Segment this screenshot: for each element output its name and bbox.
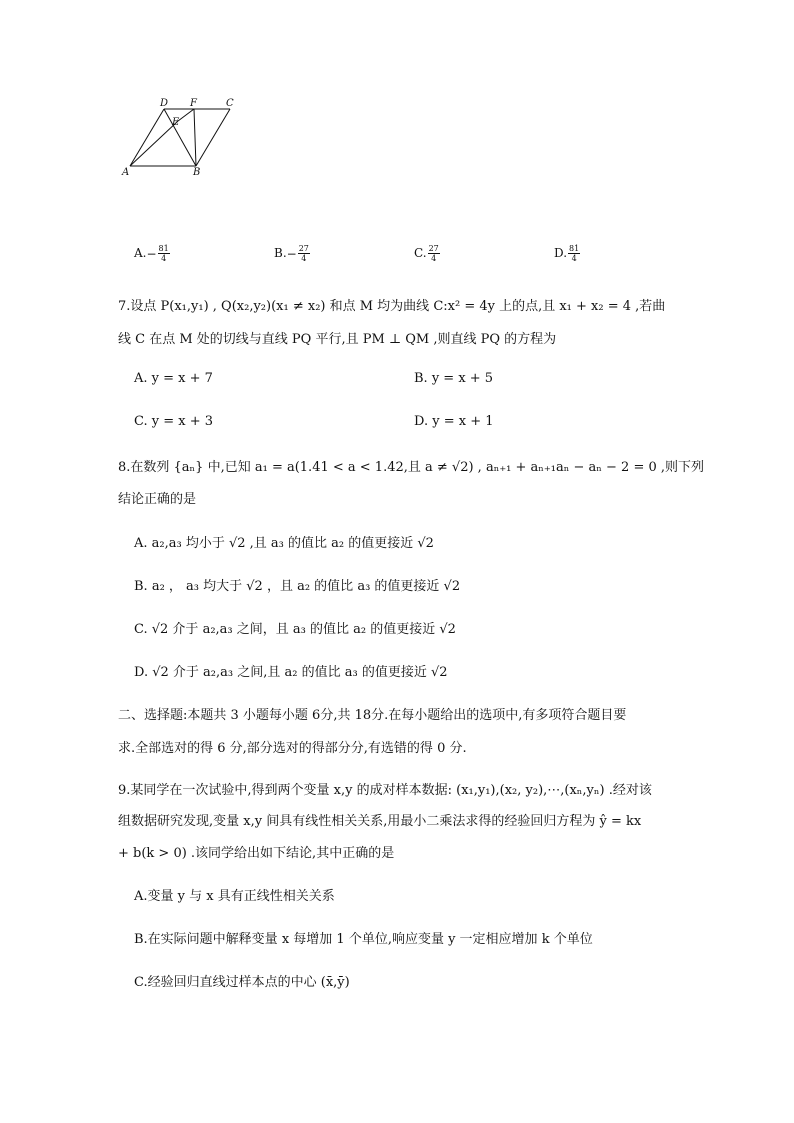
- q9-option-b[interactable]: B.在实际问题中解释变量 x 每增加 1 个单位,响应变量 y 一定相应增加 k 个单位: [134, 932, 593, 947]
- q6-option-a[interactable]: A.− $\frac{81}{4}$: [134, 244, 169, 263]
- label-a: A: [122, 167, 130, 178]
- q7-option-a[interactable]: A. y = x + 7: [134, 371, 213, 386]
- segment-fb: [194, 109, 196, 166]
- section-2-heading-line-1: 二、选择题:本题共 3 小题每小题 6分,共 18分.在每小题给出的选项中,有多项符合题目要: [118, 708, 627, 723]
- q7-option-d[interactable]: D. y = x + 1: [414, 414, 494, 429]
- q6-option-b[interactable]: B.− $\frac{27}{4}$: [274, 244, 309, 263]
- q8-stem-line-2: 结论正确的是: [118, 492, 197, 507]
- q8-option-d[interactable]: D. √2 介于 a₂,a₃ 之间,且 a₂ 的值比 a₃ 的值更接近 √2: [134, 665, 448, 680]
- parallelogram-figure: [118, 96, 248, 185]
- q6-option-c[interactable]: C. $\frac{27}{4}$: [414, 244, 439, 263]
- q7-option-b[interactable]: B. y = x + 5: [414, 371, 494, 386]
- label-c: C: [226, 98, 234, 109]
- q9-stem-line-2: 组数据研究发现,变量 x,y 间具有线性相关关系,用最小二乘法求得的经验回归方程为 ŷ = kx: [118, 814, 642, 829]
- label-f: F: [190, 98, 197, 109]
- q8-option-b[interactable]: B. a₂ ， a₃ 均大于 √2 ，且 a₂ 的值比 a₃ 的值更接近 √2: [134, 579, 461, 594]
- section-2-heading-line-2: 求.全部选对的得 6 分,部分选对的得部分分,有选错的得 0 分.: [118, 741, 467, 756]
- q7-stem-line-2: 线 C 在点 M 处的切线与直线 PQ 平行,且 PM ⊥ QM ,则直线 PQ 的方程为: [118, 332, 557, 347]
- parallelogram-diagram: [118, 96, 248, 181]
- fraction: $\frac{81}{4}$: [569, 244, 580, 263]
- edge-da: [130, 109, 164, 166]
- q9-stem-line-1: 9.某同学在一次试验中,得到两个变量 x,y 的成对样本数据: (x₁,y₁),(x₂, y₂),⋯,(xₙ,yₙ) .经对该: [118, 783, 652, 798]
- segment-db: [164, 109, 196, 166]
- q9-option-c[interactable]: C.经验回归直线过样本点的中心 (x̄,ȳ): [134, 975, 350, 990]
- fraction: $\frac{27}{4}$: [298, 244, 309, 263]
- label-b: B: [193, 167, 201, 178]
- q9-option-a[interactable]: A.变量 y 与 x 具有正线性相关关系: [134, 889, 335, 904]
- label-e: E: [172, 117, 180, 128]
- q9-stem-line-3: + b(k > 0) .该同学给出如下结论,其中正确的是: [118, 846, 395, 861]
- segment-ae: [130, 121, 178, 166]
- fraction: $\frac{27}{4}$: [428, 244, 439, 263]
- label-d: D: [160, 98, 169, 109]
- q6-option-d[interactable]: D. $\frac{81}{4}$: [554, 244, 580, 263]
- edge-bc: [196, 109, 230, 166]
- q8-stem-line-1: 8.在数列 {aₙ} 中,已知 a₁ = a(1.41 < a < 1.42,且 a ≠ √2) , aₙ₊₁ + aₙ₊₁aₙ − aₙ − 2 = 0 ,则下列: [118, 460, 705, 475]
- q8-option-a[interactable]: A. a₂,a₃ 均小于 √2 ,且 a₃ 的值比 a₂ 的值更接近 √2: [134, 536, 434, 551]
- segment-ef: [178, 109, 194, 121]
- fraction: $\frac{81}{4}$: [158, 244, 169, 263]
- q7-stem-line-1: 7.设点 P(x₁,y₁) , Q(x₂,y₂)(x₁ ≠ x₂) 和点 M 均为曲线 C:x² = 4y 上的点,且 x₁ + x₂ = 4 ,若曲: [118, 299, 666, 314]
- q8-option-c[interactable]: C. √2 介于 a₂,a₃ 之间，且 a₃ 的值比 a₂ 的值更接近 √2: [134, 622, 456, 637]
- q7-option-c[interactable]: C. y = x + 3: [134, 414, 214, 429]
